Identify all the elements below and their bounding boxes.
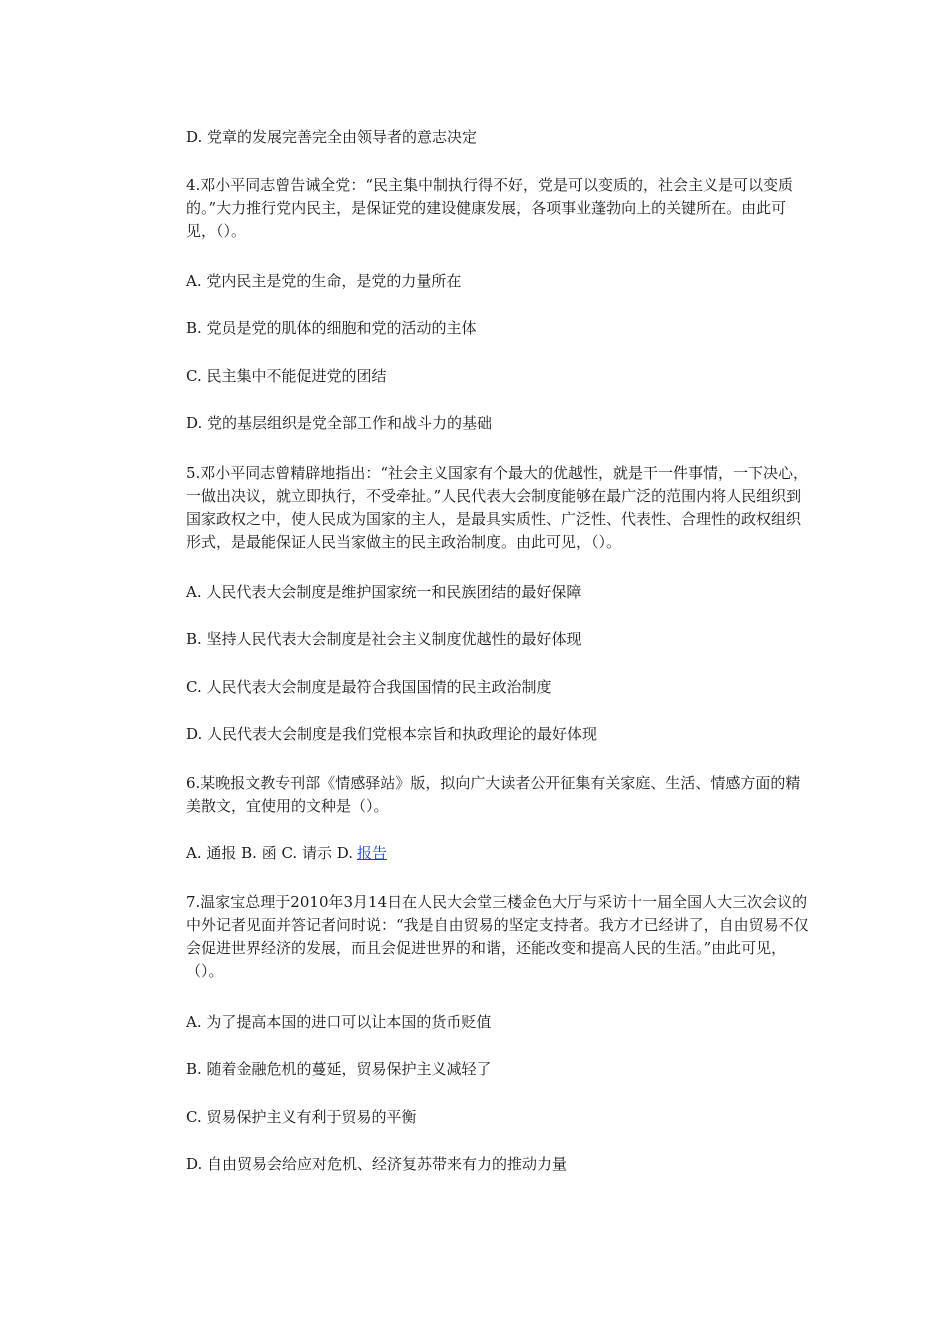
- report-link[interactable]: 报告: [356, 844, 387, 862]
- q7-stem: [145, 891, 813, 983]
- q5-option-d: D. 人民代表大会制度是我们党根本宗旨和执政理论的最好体现: [186, 725, 598, 743]
- q6-options-text: A. 通报 B. 函 C. 请示 D.: [186, 844, 353, 862]
- q7-option-b: B. 随着金融危机的蔓延，贸易保护主义减轻了: [186, 1060, 492, 1078]
- q4-option-d: D. 党的基层组织是党全部工作和战斗力的基础: [186, 414, 493, 432]
- q7-option-c: C. 贸易保护主义有利于贸易的平衡: [186, 1108, 417, 1126]
- q4-option-c: C. 民主集中不能促进党的团结: [186, 367, 387, 385]
- q6-stem-text: 6.某晚报文教专刊部《情感驿站》版，拟向广大读者公开征集有关家庭、生活、情感方面的精美散文，宜使用的文种是（）。: [186, 774, 801, 815]
- q5-stem: [145, 462, 813, 554]
- q7-option-a: A. 为了提高本国的进口可以让本国的货币贬值: [186, 1013, 492, 1031]
- q4-stem-text: 4.邓小平同志曾告诫全党：“民主集中制执行得不好，党是可以变质的，社会主义是可以变质的。”大力推行党内民主，是保证党的建设健康发展，各项事业蓬勃向上的关键所在。由此可见，（）。: [186, 176, 793, 240]
- q4-option-a: A. 党内民主是党的生命，是党的力量所在: [186, 272, 462, 290]
- q3-option-d: D. 党章的发展完善完全由领导者的意志决定: [186, 128, 478, 146]
- q6-options: [186, 843, 387, 863]
- q5-option-c: C. 人民代表大会制度是最符合我国国情的民主政治制度: [186, 678, 552, 696]
- q5-option-b: B. 坚持人民代表大会制度是社会主义制度优越性的最好体现: [186, 630, 582, 648]
- q7-option-d: D. 自由贸易会给应对危机、经济复苏带来有力的推动力量: [186, 1155, 568, 1173]
- q4-option-b: B. 党员是党的肌体的细胞和党的活动的主体: [186, 319, 477, 337]
- q5-option-a: A. 人民代表大会制度是维护国家统一和民族团结的最好保障: [186, 583, 582, 601]
- q6-stem: [145, 772, 813, 818]
- q4-stem: [145, 174, 813, 243]
- q7-stem-text: 7.温家宝总理于2010年3月14日在人民大会堂三楼金色大厅与采访十一届全国人大三次会议的中外记者见面并答记者问时说：“我是自由贸易的坚定支持者。我方才已经讲了，自由贸易不仅会促进世界经济的发展，而且会促进世界的和谐，还能改变和提高人民的生活。”由此可见，（）。: [186, 893, 809, 980]
- q5-stem-text: 5.邓小平同志曾精辟地指出：“社会主义国家有个最大的优越性，就是干一件事情，一下决心，一做出决议，就立即执行，不受牵扯。”人民代表大会制度能够在最广泛的范围内将人民组织到国家政权之中，使人民成为国家的主人，是最具实质性、广泛性、代表性、合理性的政权组织形式，是最能保证人民当家做主的民主政治制度。由此可见，（）。: [186, 464, 808, 551]
